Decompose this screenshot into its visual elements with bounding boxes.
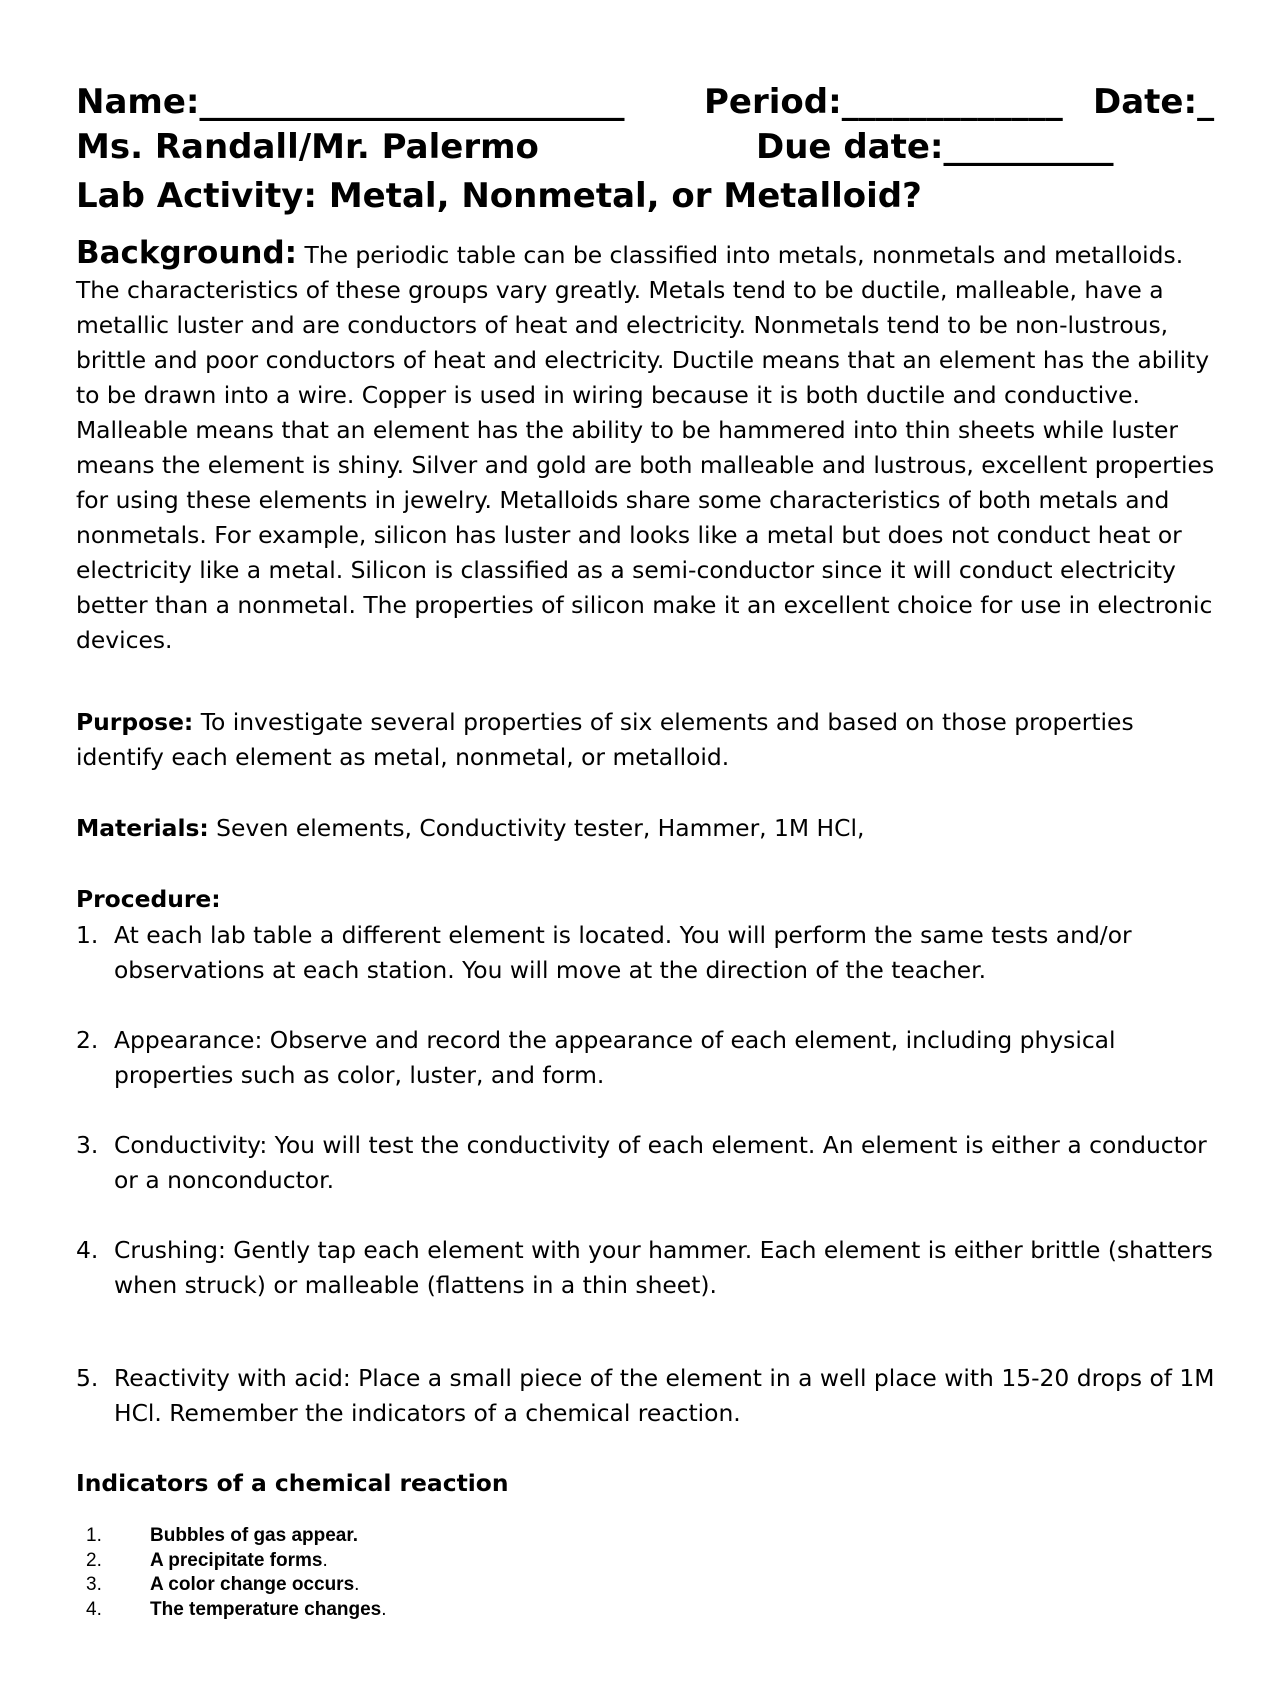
procedure-step bbox=[76, 1128, 1216, 1198]
date-line: Date:_ bbox=[1093, 82, 1215, 122]
indicator-text: Bubbles of gas appear. bbox=[150, 1525, 358, 1546]
step-text: Appearance: Observe and record the appearance of each element, including physical properties such as color, luster, and form. bbox=[114, 1026, 1116, 1089]
materials-section bbox=[76, 811, 1216, 846]
indicator-text: A precipitate forms bbox=[150, 1549, 323, 1571]
indicator-tail: . bbox=[381, 1598, 387, 1620]
step-text: Crushing: Gently tap each element with your hammer. Each element is either brittle (shatters when struck) or malleable (flattens in a thin sheet). bbox=[114, 1236, 1213, 1299]
indicator-text: The temperature changes bbox=[150, 1598, 382, 1620]
purpose-text: To investigate several properties of six elements and based on those properties identify each element as metal, nonmetal, or metalloid. bbox=[76, 708, 1134, 771]
materials-label: Materials: bbox=[76, 814, 209, 842]
procedure-step bbox=[76, 1233, 1216, 1303]
step-number: 1. bbox=[76, 921, 99, 949]
procedure-step bbox=[76, 1361, 1216, 1431]
indicator-text: A color change occurs bbox=[150, 1574, 355, 1595]
step-number: 3. bbox=[76, 1131, 99, 1159]
step-number: 2. bbox=[76, 1026, 99, 1054]
indicator-tail: . bbox=[322, 1549, 328, 1571]
teachers-line: Ms. Randall/Mr. Palermo bbox=[76, 127, 539, 167]
procedure-label: Procedure: bbox=[76, 885, 221, 913]
list-number: 4. bbox=[86, 1598, 102, 1620]
indicators-heading: Indicators of a chemical reaction bbox=[76, 1469, 509, 1497]
due-date-line: Due date:__________ bbox=[756, 127, 1114, 167]
procedure-step bbox=[76, 918, 1216, 988]
step-text: At each lab table a different element is located. You will perform the same tests and/or observations at each station. You will move at the direction of the teacher. bbox=[114, 921, 1132, 984]
background-section bbox=[76, 236, 1216, 658]
step-text: Reactivity with acid: Place a small piece of the element in a well place with 15-20 drops of 1M HCl. Remember the indicators of a chemical reaction. bbox=[114, 1364, 1215, 1427]
materials-text: Seven elements, Conductivity tester, Hammer, 1M HCl, bbox=[208, 814, 865, 842]
background-label: Background: bbox=[76, 235, 298, 271]
purpose-section bbox=[76, 705, 1216, 775]
step-number: 5. bbox=[76, 1364, 99, 1392]
page-title: Lab Activity: Metal, Nonmetal, or Metalloid? bbox=[76, 176, 922, 216]
step-number: 4. bbox=[76, 1236, 99, 1264]
list-number: 3. bbox=[86, 1574, 102, 1595]
procedure-step bbox=[76, 1023, 1216, 1093]
period-line: Period:_____________ bbox=[704, 82, 1063, 122]
name-line: Name:_________________________ bbox=[76, 82, 625, 122]
list-number: 2. bbox=[86, 1549, 102, 1571]
background-text: The periodic table can be classified into metals, nonmetals and metalloids. The characteristics of these groups vary greatly. Metals tend to be ductile, malleable, have a metallic luster and are conductors of heat and electricity. Nonmetals tend to be non-lustrous, brittle and poor conductors of heat and electricity. Ductile means that an element has the ability to be drawn into a wire. Copper is used in wiring because it is both ductile and conductive. Malleable means that an element has the ability to be hammered into thin sheets while luster means the element is shiny. Silver and gold are both malleable and lustrous, excellent properties for using these elements in jewelry. Metalloids share some characteristics of both metals and nonmetals. For example, silicon has luster and looks like a metal but does not conduct heat or electricity like a metal. Silicon is classified as a semi-conductor since it will conduct electricity better than a nonmetal. The properties of silicon make it an excellent choice for use in electronic devices. bbox=[76, 241, 1215, 654]
step-text: Conductivity: You will test the conductivity of each element. An element is either a conductor or a nonconductor. bbox=[114, 1131, 1207, 1194]
indicator-tail: . bbox=[354, 1574, 360, 1595]
list-number: 1. bbox=[86, 1525, 102, 1546]
purpose-label: Purpose: bbox=[76, 708, 194, 736]
